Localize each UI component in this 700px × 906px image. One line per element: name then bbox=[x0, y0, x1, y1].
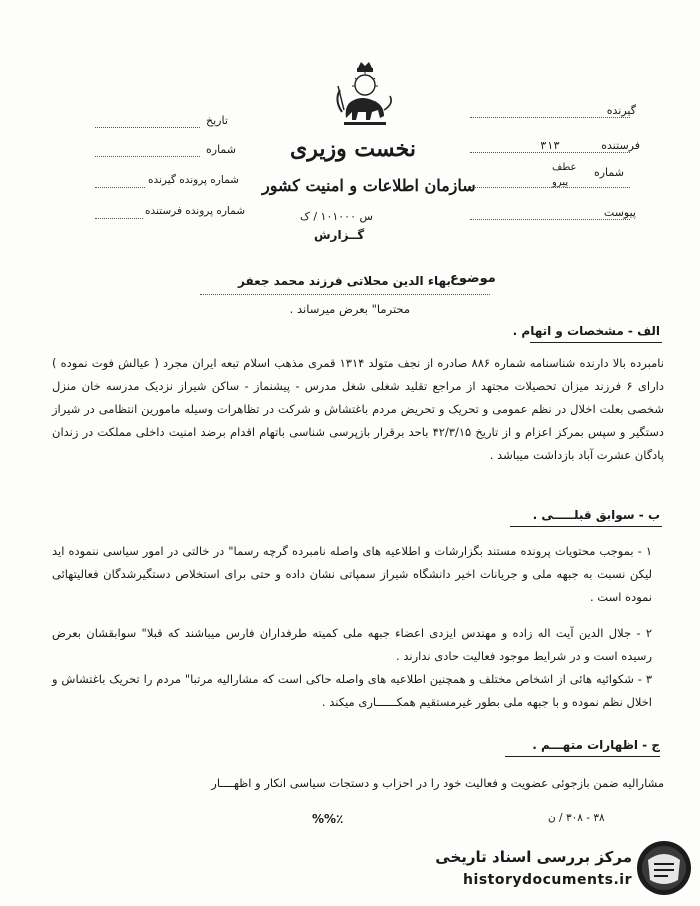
subject-value: بهاء الدین محلاتی فرزند محمد جعفر bbox=[238, 274, 451, 288]
attachment-label: پیوست bbox=[603, 206, 636, 219]
report-title: گــزارش bbox=[314, 228, 365, 242]
archive-logo-icon bbox=[634, 838, 694, 898]
number-label: شماره bbox=[593, 166, 624, 179]
number-dots bbox=[470, 187, 630, 188]
section-b-underline bbox=[510, 526, 662, 527]
org-title-savak: سازمان اطلاعات و امنیت کشور bbox=[262, 176, 476, 195]
section-c-title: ج - اظهارات متهـــم . bbox=[532, 738, 660, 752]
receiver-file-label: شماره پرونده گیرنده bbox=[148, 174, 239, 186]
section-c-underline bbox=[505, 756, 660, 757]
sender-file-label: شماره پرونده فرستنده bbox=[145, 205, 245, 217]
receiver-dots bbox=[470, 117, 630, 118]
subject-label: موضوع bbox=[450, 271, 496, 286]
section-b-item-3: ۳ - شکوائیه هائی از اشخاص مختلف و همچنین اطلاعیه های واصله حاکی است که مشارالیه مرتبا" مردم را تحریک باغتشاش و اخلال نظم نموده و با جبهه ملی بطور غیرمستقیم همکــــــاری میکند . bbox=[52, 672, 652, 709]
sender-number: ۳۱۳ bbox=[540, 139, 560, 152]
section-b-title: ب - سوابق قبلـــــی . bbox=[532, 508, 660, 522]
org-title-prime-ministry: نخست وزیری bbox=[290, 136, 416, 162]
left-number-dots bbox=[95, 156, 200, 157]
section-b-item-1: ۱ - بموجب محتویات پرونده مستند بگزارشات و اطلاعیه های واصله نامبرده گرچه رسما" در خالتی در امور سیاسی ننموده اید لیکن نسبت به جبهه ملی و جریانات اخیر دانشگاه شیراز سمپاتی نشان داده و حتی برای استخلاص دستگیرشدگان فعالیتهائی نموده است . bbox=[52, 544, 652, 604]
receiver-file-dots bbox=[95, 187, 145, 188]
sender-label: فرستنده bbox=[601, 139, 640, 152]
section-c-body: مشارالیه ضمن بازجوئی عضویت و فعالیت خود را در احزاب و دستجات سیاسی انکار و اظهــــار bbox=[211, 776, 664, 790]
section-b-item-2: ۲ - جلال الدین آیت اله زاده و مهندس ایزدی اعضاء جبهه ملی کمیته طرفداران فارس میباشند که قبلا" سوابقشان بعرض رسیده است و در شرایط موجود فعالیت حادی ندارند . bbox=[52, 626, 652, 663]
bottom-code: ۳۸ - ۳۰۸ / ن bbox=[548, 812, 605, 824]
subject-dots bbox=[200, 294, 490, 295]
bottom-marks: %%٪ bbox=[312, 812, 344, 826]
sender-dots bbox=[470, 152, 630, 153]
section-a-body: نامبرده بالا دارنده شناسنامه شماره ۸۸۶ صادره از نجف متولد ۱۳۱۴ قمری مذهب اسلام تبعه ایران مجرد ( عیالش فوت نموده ) دارای ۶ فرزند میزان تحصیلات مجتهد از مراجع تقلید شغلی شغل مدرس - پیشنماز - ساکن شیراز نزدیک مدرسه خان منزل شخصی بعلت اخلال در نظم عمومی و تحریک و تحریض مردم باغتشاش و شرکت در تظاهرات وسیله مامورین انتظامی در شیراز دستگیر و سپس بمرکز اعزام و از تاریخ ۴۲/۳/۱۵ باحد برقرار بازپرسی شناسی باتهام اقدام برضد امنیت داخلی مملکت در زندان پادگان عشرت آباد بازداشت میباشد . bbox=[52, 356, 665, 462]
left-number-label: شماره bbox=[206, 143, 237, 156]
date-label: تاریخ bbox=[206, 114, 228, 127]
section-a-title: الف - مشخصات و اتهام . bbox=[512, 324, 660, 338]
date-dots bbox=[95, 127, 200, 128]
reference-code: س ۱۰۱۰۰۰ / ک bbox=[300, 210, 373, 223]
watermark-footer bbox=[430, 838, 696, 898]
attachment-dots bbox=[470, 219, 630, 220]
receiver-label: گیرنده bbox=[606, 104, 636, 117]
number-ref-label: عطف bbox=[552, 162, 577, 173]
section-a-underline bbox=[530, 342, 662, 343]
number-sub-label: پیرو bbox=[552, 177, 569, 188]
watermark-url: historydocuments.ir bbox=[463, 872, 632, 888]
salutation: محترما" بعرض میرساند . bbox=[289, 302, 410, 316]
sender-file-dots bbox=[95, 218, 143, 219]
lion-and-sun-emblem bbox=[328, 60, 402, 130]
watermark-title: مرکز بررسی اسناد تاریخی bbox=[435, 848, 632, 866]
